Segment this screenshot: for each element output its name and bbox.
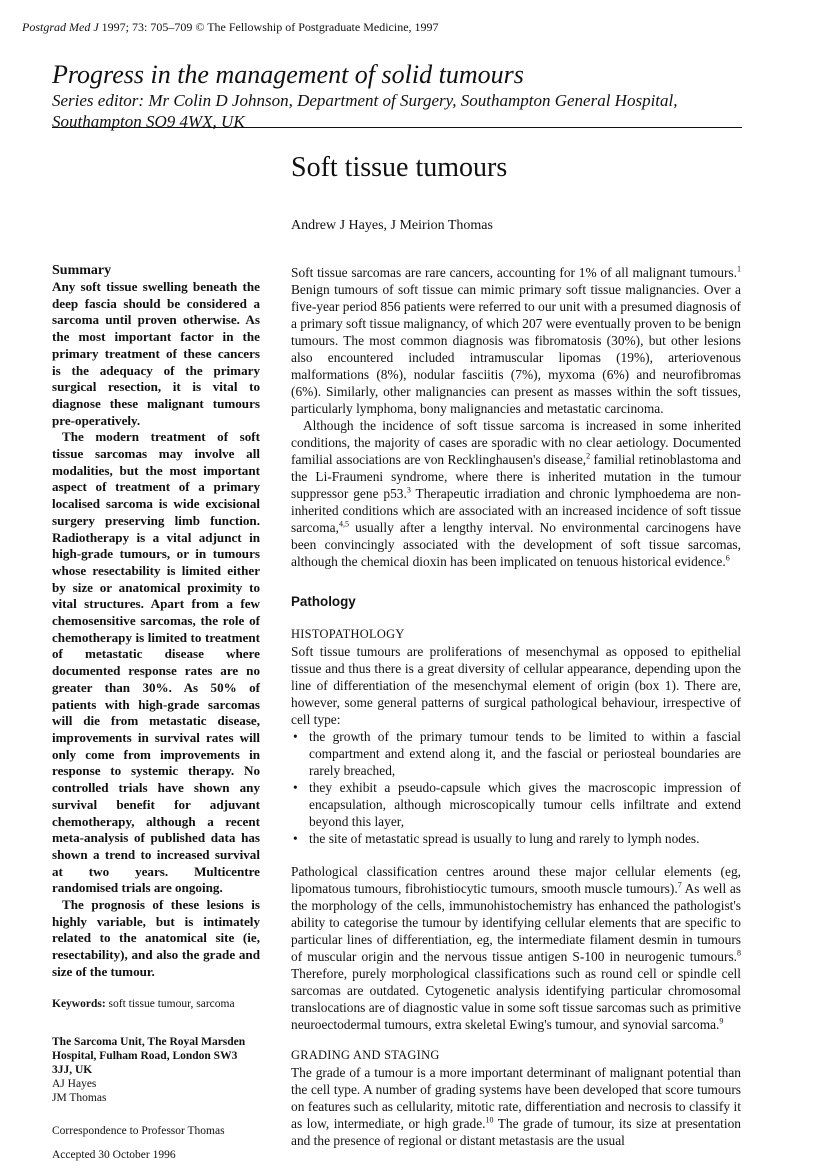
text-run: familial retinoblastoma and the Li-Fraumeni syndrome, where there is inherited mutation in the tumour suppressor gene p53.: [291, 452, 741, 501]
bullet-mark: •: [293, 780, 298, 795]
text-run: Therapeutic irradiation and chronic lymphoedema are non-inherited conditions which are associated with an increased incidence of soft tissue sarcoma,: [291, 486, 742, 535]
list-item: [291, 728, 741, 779]
accepted-date: Accepted 30 October 1996: [52, 1148, 176, 1161]
summary-paragraph-1: Any soft tissue swelling beneath the deep fascia should be considered a sarcoma until proven otherwise. As the most important factor in the primary treatment of these cancers is the adequacy of the primary surgical resection, it is vital to diagnose these malignant tumours pre-operatively.: [52, 279, 260, 428]
main-column: [291, 264, 741, 1149]
affiliation-author-1: AJ Hayes: [52, 1077, 97, 1090]
text-run: Although the incidence of soft tissue sarcoma is increased in some inherited conditions, the majority of cases are sporadic with no clear aetiology. Documented familial associations are von Recklinghausen's disease,: [291, 418, 741, 467]
reference-2: 2: [586, 451, 591, 461]
intro-paragraph-2: [291, 417, 741, 570]
histopathology-paragraph-1: Soft tissue tumours are proliferations of mesenchymal as opposed to epithelial tissue and thus there is a great diversity of cellular appearance, depending upon the line of differentiation of the mesenchymal element of origin (box 1). There are, however, some general patterns of surgical pathological behaviour, irrespective of cell type:: [291, 644, 741, 727]
list-item: [291, 830, 741, 847]
series-editor-line-1: Series editor: Mr Colin D Johnson, Department of Surgery, Southampton General Hospital,: [52, 91, 678, 110]
text-run: usually after a lengthy interval. No environmental carcinogens have been convincingly associated with the development of soft tissue sarcomas, although the chemical dioxin has been implicated on tenuous historical evidence.: [291, 520, 741, 569]
keywords: [52, 997, 260, 1011]
reference-1: 1: [737, 264, 741, 274]
article-title: Soft tissue tumours: [291, 152, 508, 183]
affiliation: [52, 1035, 260, 1105]
intro-paragraph-1: [291, 264, 741, 417]
summary-paragraph-2: The modern treatment of soft tissue sarcomas may involve all modalities, but the most important aspect of treatment of a primary localised sarcoma is wide excisional surgery preserving limb function. Radiotherapy is a vital adjunct in high-grade tumours, or in tumours whose resectability is limited either by size or anatomical proximity to vital structures. Apart from a few chemosensitive sarcomas, the role of chemotherapy is limited to treatment of metastatic disease where documented response rates are no greater than 30%. As 50% of patients with high-grade sarcomas will die from metastatic disease, improvements in survival rates will only come from improvements in response to systemic therapy. No controlled trials have shown any survival benefit for adjuvant chemotherapy, although a recent meta-analysis of published data has shown a trend to increased survival at two years. Multicentre randomised trials are ongoing.: [52, 429, 260, 896]
bullet-mark: •: [293, 729, 298, 744]
keywords-label: Keywords:: [52, 997, 106, 1010]
text-run: The grade of a tumour is a more important determinant of malignant potential than the cell type. A number of grading systems have been developed that score tumours on features such as cellularity, mitotic rate, differentiation and necrosis to classify it as low, intermediate, or high grade.: [291, 1065, 741, 1131]
text-run: Benign tumours of soft tissue can mimic primary soft tissue malignancies. Over a five-year period 856 patients were referred to our unit with a presumed diagnosis of a primary soft tissue malignancy, of which 207 were eventually proven to be benign tumours. The most common diagnosis was fibromatosis (30%), but other lesions also encountered included intramuscular lipomas (19%), arteriovenous malformations (8%), nodular fasciitis (7%), myxoma (6%) and neurofibromas (6%). Similarly, other malignancies can present as masses within the soft tissues, particularly lymphoma, bony malignancies and metastatic carcinoma.: [291, 282, 741, 416]
left-column: [52, 262, 260, 1161]
journal-name: Postgrad Med J: [22, 20, 99, 34]
histopathology-paragraph-2: [291, 863, 741, 1033]
series-title: Progress in the management of solid tumours: [52, 60, 524, 89]
reference-6: 6: [725, 553, 730, 563]
text-run: Pathological classification centres around these major cellular elements (eg, lipomatous tumours, fibrohistiocytic tumours, smooth muscle tumours).: [291, 864, 741, 896]
list-item-text: the growth of the primary tumour tends to be limited to within a fascial compartment and extend along it, and the fascial or periosteal boundaries are rarely breached,: [309, 729, 741, 778]
reference-9: 9: [719, 1016, 724, 1026]
text-run: The grade of tumour, its size at presentation and the presence of regional or distant metastasis are the usual: [291, 1116, 741, 1148]
keywords-text: soft tissue tumour, sarcoma: [105, 997, 235, 1010]
list-item: [291, 779, 741, 830]
journal-citation: 1997; 73: 705–709 © The Fellowship of Postgraduate Medicine, 1997: [98, 20, 439, 34]
summary-heading: Summary: [52, 263, 112, 278]
series-editor-line-2: Southampton SO9 4WX, UK: [52, 112, 245, 131]
grading-staging-heading: GRADING AND STAGING: [291, 1048, 440, 1062]
bullet-mark: •: [293, 831, 298, 846]
reference-4-5: 4,5: [338, 519, 349, 529]
histopathology-heading: HISTOPATHOLOGY: [291, 627, 405, 641]
summary-paragraph-3: The prognosis of these lesions is highly variable, but is intimately related to the anatomical site (ie, resectability), and also the grade and size of the tumour.: [52, 897, 260, 979]
series-rule: [52, 127, 742, 128]
journal-header: [22, 20, 439, 35]
list-item-text: they exhibit a pseudo-capsule which gives the macroscopic impression of encapsulation, although microscopically tumour cells infiltrate and extend beyond this layer,: [309, 780, 741, 829]
reference-8: 8: [737, 948, 741, 958]
pathology-bullet-list: [291, 728, 741, 847]
text-run: Therefore, purely morphological classifications such as round cell or spindle cell sarcomas are outdated. Cytogenetic analysis identifying particular chromosomal translocations are of diagnostic value in some soft tissue sarcomas such as primitive neuroectodermal tumours, extra skeletal Ewing's tumour, and synovial sarcoma.: [291, 966, 741, 1032]
pathology-heading: Pathology: [291, 594, 356, 609]
text-run: Soft tissue sarcomas are rare cancers, accounting for 1% of all malignant tumours.: [291, 265, 737, 280]
affiliation-institution: The Sarcoma Unit, The Royal Marsden Hospital, Fulham Road, London SW3 3JJ, UK: [52, 1035, 246, 1076]
reference-10: 10: [485, 1115, 494, 1125]
affiliation-author-2: JM Thomas: [52, 1091, 107, 1104]
series-block: [52, 60, 742, 132]
reference-7: 7: [677, 880, 682, 890]
text-run: As well as the morphology of the cells, immunohistochemistry has enhanced the pathologist's ability to categorise the tumour by identifying cellular elements that are specific to particular lines of differentiation, eg, the intermediate filament desmin in tumours of muscular origin and the nervous tissue antigen S-100 in neurogenic tumours.: [291, 881, 741, 964]
article-authors: Andrew J Hayes, J Meirion Thomas: [291, 218, 493, 233]
list-item-text: the site of metastatic spread is usually to lung and rarely to lymph nodes.: [309, 831, 700, 846]
correspondence: Correspondence to Professor Thomas: [52, 1124, 225, 1137]
series-editor: [52, 90, 742, 132]
reference-3: 3: [406, 485, 411, 495]
grading-paragraph-1: [291, 1064, 741, 1149]
